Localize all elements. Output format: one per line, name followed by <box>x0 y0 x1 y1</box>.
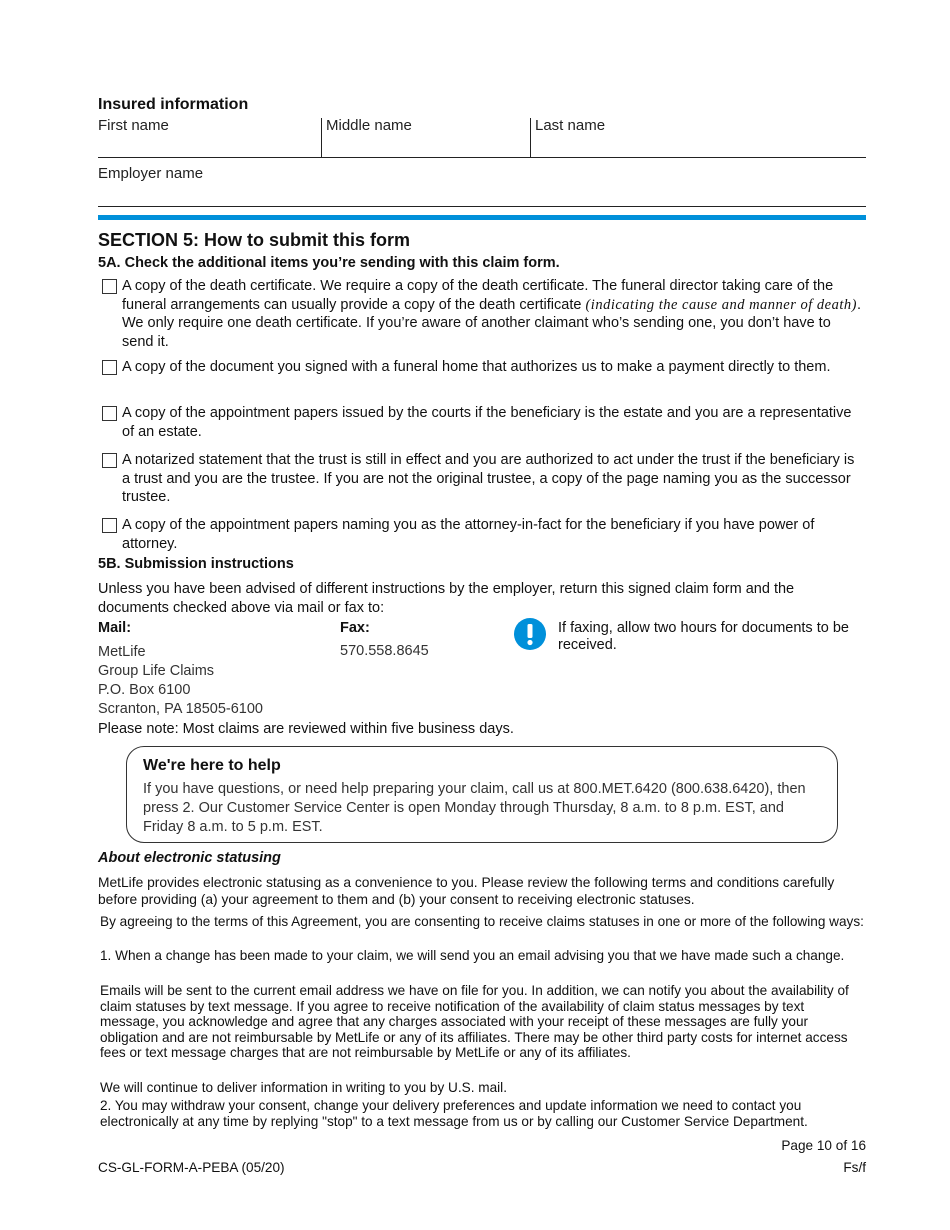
middle-name-field[interactable] <box>326 138 528 156</box>
first-name-field[interactable] <box>98 138 320 156</box>
form-code: Fs/f <box>843 1160 866 1175</box>
mail-address <box>98 643 263 719</box>
agreement-paragraph: 1. When a change has been made to your claim, we will send you an email advising you that we have made such a change. <box>100 948 845 963</box>
death-certificate-checkbox[interactable] <box>102 279 117 294</box>
form-id: CS-GL-FORM-A-PEBA (05/20) <box>98 1160 285 1175</box>
agreement-paragraph: By agreeing to the terms of this Agreement, you are consenting to receive claims statuses in one or more of the following ways: <box>100 914 864 929</box>
field-divider <box>321 118 322 158</box>
page-number: Page 10 of 16 <box>781 1138 866 1153</box>
item-text: A copy of the document you signed with a funeral home that authorizes us to make a payment directly to them. <box>122 359 831 375</box>
section-divider <box>98 215 866 220</box>
mail-label: Mail: <box>98 620 132 636</box>
fax-number: 570.558.8645 <box>340 643 429 659</box>
please-note: Please note: Most claims are reviewed within five business days. <box>98 721 514 737</box>
estate-checkbox[interactable] <box>102 406 117 421</box>
fax-label: Fax: <box>340 620 370 636</box>
help-title: We're here to help <box>143 757 281 774</box>
field-underline <box>98 157 866 158</box>
employer-name-label: Employer name <box>98 165 204 182</box>
checklist-item-funeral-home <box>102 358 864 377</box>
section-5b-heading: 5B. Submission instructions <box>98 556 294 572</box>
last-name-label: Last name <box>535 117 606 134</box>
checklist-item-death-certificate <box>102 277 864 351</box>
submission-instructions: Unless you have been advised of different instructions by the employer, return this signed claim form and the documents checked above via mail or fax to: <box>98 581 795 616</box>
agreement-paragraph: 2. You may withdraw your consent, change your delivery preferences and update information we need to contact you electronically at any time by replying "stop" to a text message from us or by calling our Customer Service Department. <box>100 1098 808 1129</box>
item-text: A notarized statement that the trust is still in effect and you are authorized to act under the trust if the beneficiary is a trust and you are the trustee. If you are not the original trustee, a copy of the page naming you as the successor trustee. <box>122 452 855 505</box>
section-title: SECTION 5: How to submit this form <box>98 230 411 250</box>
fax-note: If faxing, allow two hours for documents to be received. <box>558 620 849 653</box>
exclamation-circle-icon <box>514 618 546 650</box>
item-text: A copy of the death certificate. We require a copy of the death certificate. The funeral director taking care of the funeral arrangements can usually provide a copy of the death certificate <box>122 278 834 313</box>
middle-name-label: Middle name <box>326 117 412 134</box>
checklist-item-estate <box>102 404 864 441</box>
agreement-paragraph: Emails will be sent to the current email address we have on file for you. In addition, we can notify you about the availability of claim statuses by text message. If you agree to receive notification of the availability of claim status messages by text message, you acknowledge and agree that any charges associated with your receipt of these messages are fully your obligation and are not reimbursable by MetLife or any of its affiliates. There may be other third party costs for internet access fees or text message charges that are not reimbursable by MetLife or any of its affiliates. <box>100 983 849 1060</box>
item-text: A copy of the appointment papers issued by the courts if the beneficiary is the estate and you are a representative of an estate. <box>122 405 852 440</box>
help-body: If you have questions, or need help preparing your claim, call us at 800.MET.6420 (800.638.6420), then press 2. Our Customer Service Center is open Monday through Thursday, 8 a.m. to 8 p.m. EST, and Friday 8 a.m. to 5 p.m. EST. <box>143 781 806 835</box>
field-divider <box>530 118 531 158</box>
electronic-intro: MetLife provides electronic statusing as a convenience to you. Please review the following terms and conditions carefully before providing (a) your agreement to them and (b) your consent to receiving electronic statuses. <box>98 875 835 907</box>
agreement-paragraph: We will continue to deliver information in writing to you by U.S. mail. <box>100 1080 507 1095</box>
power-of-attorney-checkbox[interactable] <box>102 518 117 533</box>
insured-heading: Insured information <box>98 96 249 113</box>
electronic-statusing-heading: About electronic statusing <box>98 850 281 866</box>
field-underline <box>98 206 866 207</box>
section-5a-heading: 5A. Check the additional items you’re sending with this claim form. <box>98 255 560 271</box>
trust-checkbox[interactable] <box>102 453 117 468</box>
address-line: Group Life Claims <box>98 663 215 679</box>
address-line: P.O. Box 6100 <box>98 682 191 698</box>
item-text: A copy of the appointment papers naming you as the attorney-in-fact for the beneficiary if you have power of attorney. <box>122 517 815 552</box>
funeral-home-checkbox[interactable] <box>102 360 117 375</box>
help-box <box>126 746 838 843</box>
checklist-item-power-of-attorney <box>102 516 864 553</box>
item-text: . We only require one death certificate. If you’re aware of another claimant who’s sending one, you don’t have to send it. <box>122 296 861 350</box>
item-italic-text: (indicating the cause and manner of death) <box>585 296 857 313</box>
first-name-label: First name <box>98 117 169 134</box>
last-name-field[interactable] <box>535 138 863 156</box>
checklist-item-trust <box>102 451 864 507</box>
address-line: MetLife <box>98 644 146 660</box>
address-line: Scranton, PA 18505-6100 <box>98 701 263 717</box>
employer-name-field[interactable] <box>98 186 864 204</box>
